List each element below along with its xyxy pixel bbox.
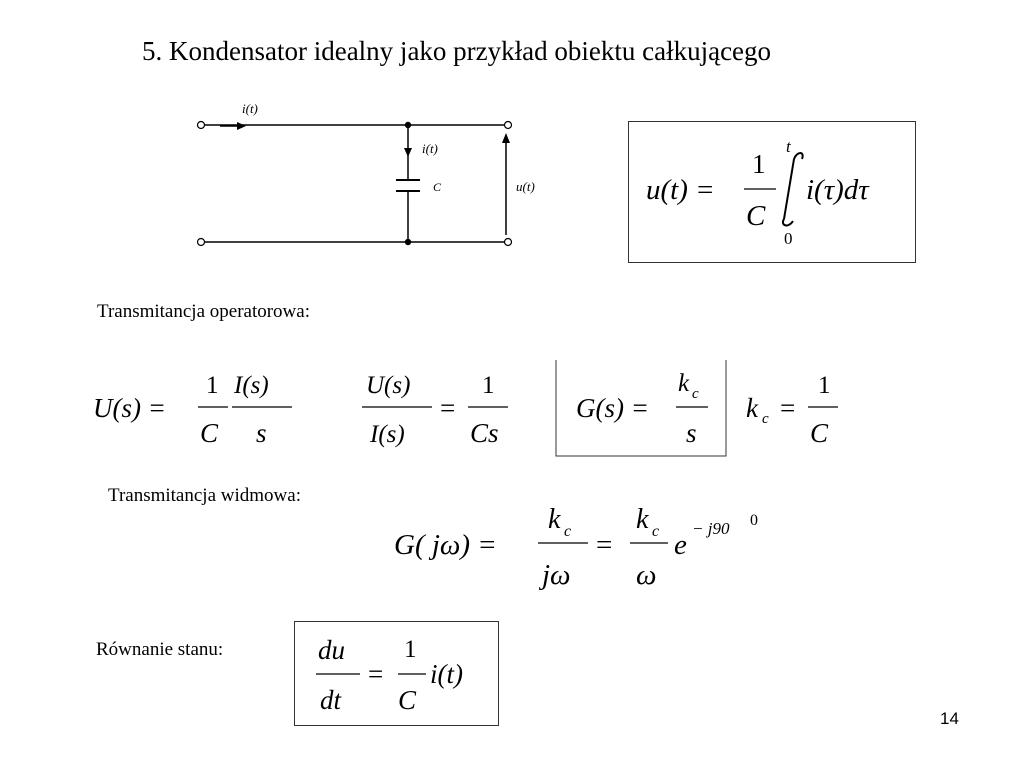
input-current-arrowhead: [237, 122, 246, 130]
heading-state-equation: Równanie stanu:: [96, 639, 224, 660]
eq1-frac2-den: s: [256, 418, 267, 448]
slide-title: 5. Kondensator idealny jako przykład obiektu całkującego: [142, 36, 772, 66]
page-number: 14: [940, 709, 959, 728]
eq3-num-sub: c: [692, 386, 699, 402]
spectral-lhs: G( jω) =: [394, 529, 497, 561]
voltage-arrowhead: [502, 133, 510, 143]
integral-lower-limit: 0: [784, 229, 793, 248]
eq3-lhs: G(s) =: [576, 393, 649, 423]
voltage-label: u(t): [516, 179, 535, 194]
spectral-exp-base: e: [674, 529, 687, 561]
terminal-top-right: [505, 122, 512, 129]
spectral-transfer-equation: [390, 496, 790, 596]
integral-sign: [783, 153, 803, 225]
spectral-frac2-num-sub: c: [652, 523, 660, 540]
eq2-frac-den: I(s): [370, 421, 405, 448]
state-equation: [294, 621, 499, 726]
integral-integrand: i(τ)dτ: [806, 174, 869, 206]
spectral-equals: =: [596, 529, 613, 561]
state-rhs-den: C: [398, 685, 417, 715]
integral-numerator: 1: [752, 149, 766, 179]
capacitor-circuit-diagram: [190, 95, 560, 255]
current-label-top: i(t): [242, 101, 258, 116]
eq1-frac1-num: 1: [206, 372, 219, 399]
eq1-frac2-num: I(s): [234, 372, 269, 399]
integral-denominator: C: [746, 200, 766, 232]
eq3-num: k: [678, 370, 690, 397]
spectral-exp-degree: 0: [750, 512, 758, 529]
eq4-num: 1: [818, 372, 831, 399]
heading-spectral-transfer: Transmitancja widmowa:: [108, 485, 301, 506]
spectral-frac2-num: k: [636, 504, 649, 535]
eq1-lhs: U(s) =: [93, 393, 166, 423]
state-equals: =: [368, 659, 384, 689]
capacitor-label: C: [433, 180, 442, 194]
eq1-frac1-den: C: [200, 418, 219, 448]
integral-formula: [628, 121, 916, 263]
eq2-rhs-num: 1: [482, 372, 495, 399]
spectral-frac2-den: ω: [636, 559, 657, 591]
state-lhs-num: du: [318, 635, 345, 665]
operator-transfer-equations: [90, 360, 850, 460]
spectral-frac1-num: k: [548, 504, 561, 535]
eq2-equals: =: [440, 393, 456, 423]
terminal-bottom-left: [198, 239, 205, 246]
state-lhs-den: dt: [320, 685, 342, 715]
eq2-frac-num: U(s): [366, 372, 411, 399]
terminal-top-left: [198, 122, 205, 129]
spectral-frac1-den: jω: [542, 559, 571, 591]
eq4-lhs: k: [746, 393, 758, 423]
terminal-bottom-right: [505, 239, 512, 246]
state-rhs-num: 1: [404, 636, 417, 663]
integral-upper-limit: t: [786, 137, 791, 156]
eq4-lhs-sub: c: [762, 411, 769, 427]
branch-current-arrowhead: [404, 148, 412, 157]
eq2-rhs-den: Cs: [470, 418, 499, 448]
eq3-den: s: [686, 418, 697, 448]
spectral-exp-power: − j90: [692, 519, 730, 538]
heading-operator-transfer: Transmitancja operatorowa:: [97, 301, 310, 322]
state-rhs-tail: i(t): [430, 659, 463, 689]
spectral-frac1-num-sub: c: [564, 523, 572, 540]
eq4-den: C: [810, 418, 829, 448]
eq4-equals: =: [780, 393, 796, 423]
current-label-branch: i(t): [422, 141, 438, 156]
integral-lhs: u(t) =: [646, 174, 715, 206]
